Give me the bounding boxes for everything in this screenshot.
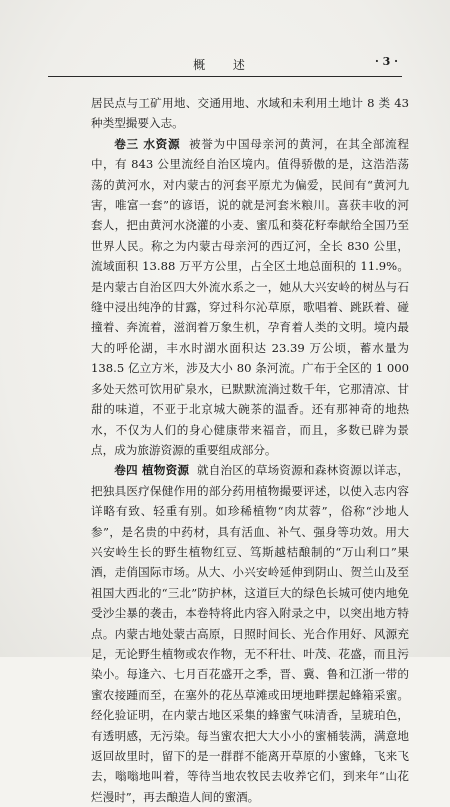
section-plant-resources xyxy=(91,460,409,807)
continued-paragraph xyxy=(91,93,409,134)
section-heading: 卷四 植物资源 xyxy=(114,463,190,478)
paragraph-text: 居民点与工矿用地、交通用地、水域和未利用土地计 8 类 43 种类型撮要入志。 xyxy=(91,96,409,131)
section-heading: 卷三 水资源 xyxy=(114,136,181,151)
section-water-resources xyxy=(91,134,409,461)
page-number: · 3 · xyxy=(375,55,398,68)
header-rule xyxy=(48,76,402,77)
running-title: 概 述 xyxy=(193,58,257,72)
page-header xyxy=(0,52,450,74)
section-text: 就自治区的草场资源和森林资源以详志，把独具医疗保健作用的部分药用植物撮要评述，以使入志内容详略有致、轻重有别。如珍稀植物“肉苁蓉”，俗称“沙地人参”，是名贵的中药材，具有活血、补气、强身等功效。用大兴安岭生长的野生植物红豆、笃斯越桔酿制的“万山利口”果酒，走俏国际市场。从大、小兴安岭延伸到阴山、贺兰山及至祖国大西北的“三北”防护林，这道巨大的绿色长城可使内地免受沙尘暴的袭击，本卷特将此内容入附录之中，以突出地方特点。内蒙古地处蒙古高原，日照时间长、光合作用好、风源充足，无论野生植物或农作物，无不秆壮、叶茂、花盛，而且污染小。每逢六、七月百花盛开之季，晋、冀、鲁和江浙一带的蜜农接踵而至，在塞外的花丛草滩或田埂地畔摆起蜂箱采蜜。经化验证明，在内蒙古地区采集的蜂蜜气味清香，呈琥珀色，有透明感，无污染。每当蜜农把大大小小的蜜桶装满，满意地返回故里时，留下的是一群群不能离开草原的小蜜蜂，飞来飞去，嗡嗡地叫着，等待当地农牧民去收养它们，到来年“山花烂漫时”，再去酿造人间的蜜酒。 xyxy=(91,463,409,804)
page-body xyxy=(91,93,409,807)
section-text: 被誉为中国母亲河的黄河，在其全部流程中，有 843 公里流经自治区境内。值得骄傲的是，这浩浩荡荡的黄河水，对内蒙古的河套平原尤为偏爱，民间有“黄河九害，唯富一套”的谚语，说的就是河套米粮川。喜获丰收的河套人，把由黄河水浇灌的小麦、蜜瓜和葵花籽奉献给全国乃至世界人民。称之为内蒙古母亲河的西辽河，全长 830 公里，流域面积 13.88 万平方公里，占全区土地总面积的 11.9%。是内蒙古自治区四大外流水系之一，她从大兴安岭的树丛与石缝中浸出纯净的甘露，穿过科尔沁草原，歌唱着、跳跃着、碰撞着、奔流着，滋润着万象生机，孕育着人类的文明。境内最大的呼伦湖，丰水时湖水面积达 23.39 万公顷，蓄水量为 138.5 亿立方米，涉及大小 80 条河流。广布于全区的 1 000 多处天然可饮用矿泉水，已默默流淌过数千年，它那清凉、甘甜的味道，不亚于北京城大碗茶的温香。还有那神奇的地热水，不仅为人们的身心健康带来福音，而且，多数已辟为景点，成为旅游资源的重要组成部分。 xyxy=(91,136,409,457)
